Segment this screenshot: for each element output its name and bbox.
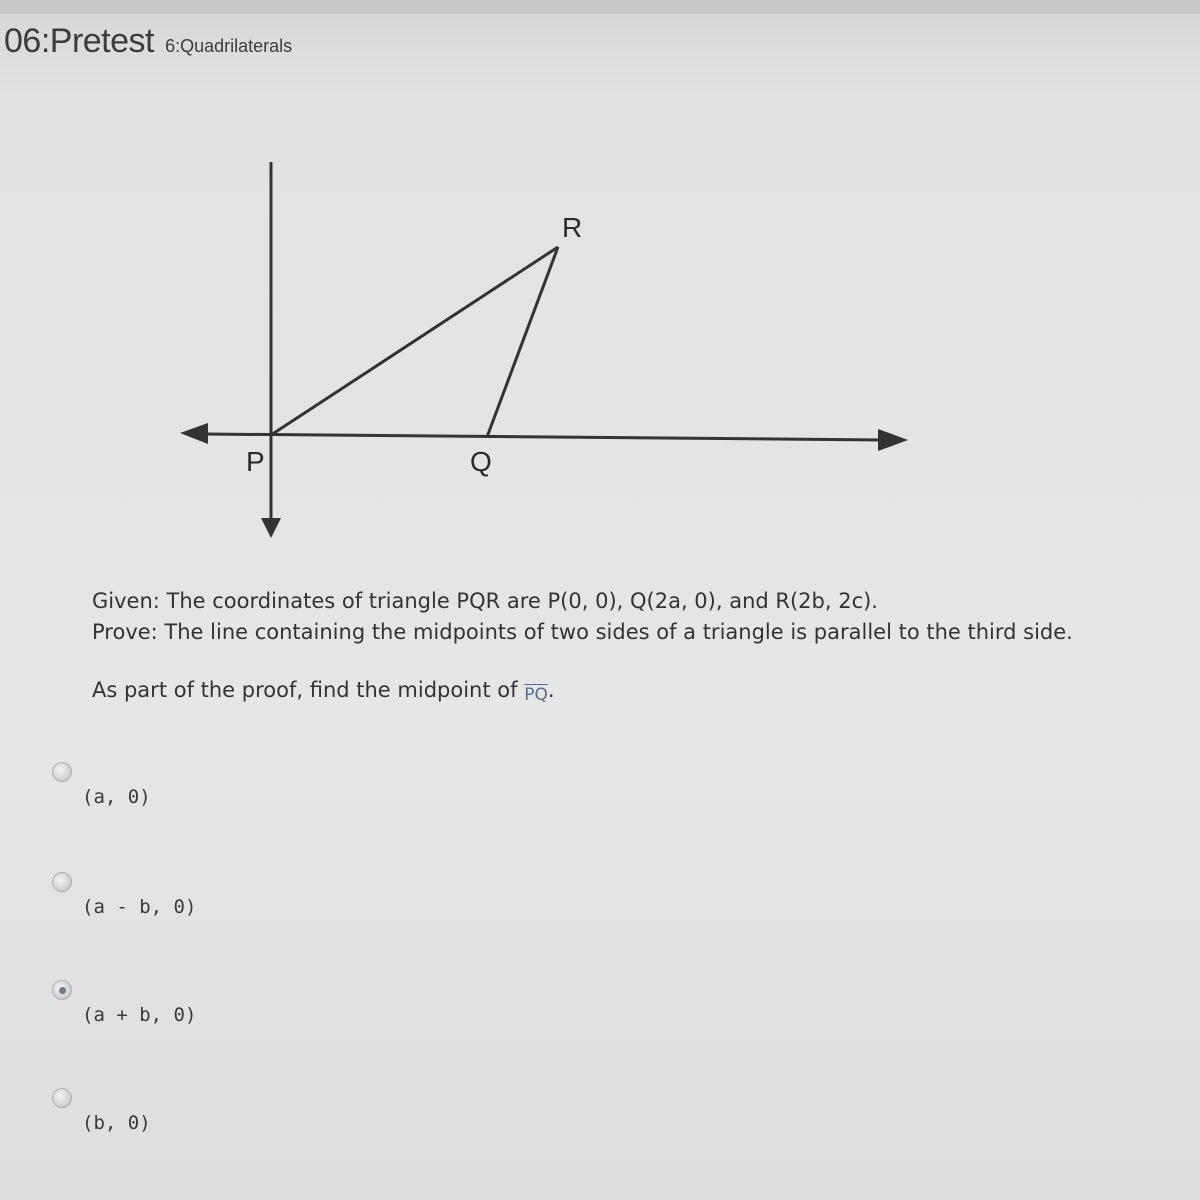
radio-button-3[interactable] [52, 980, 72, 1000]
choice-label-4: (b, 0) [82, 1112, 151, 1134]
given-statement: Given: The coordinates of triangle PQR are P(0, 0), Q(2a, 0), and R(2b, 2c). [92, 589, 878, 613]
prove-statement: Prove: The line containing the midpoints of two sides of a triangle is parallel to the third side. [92, 620, 1073, 644]
side-qr [487, 247, 558, 437]
answer-choice-1[interactable] [52, 762, 352, 832]
radio-button-2[interactable] [52, 872, 72, 892]
prompt-text: As part of the proof, find the midpoint of [92, 678, 518, 702]
radio-button-4[interactable] [52, 1088, 72, 1108]
prompt-end: . [547, 678, 555, 702]
label-p: P [246, 446, 265, 477]
label-q: Q [470, 446, 492, 477]
x-axis [205, 434, 885, 440]
y-axis-arrow-down [261, 518, 281, 538]
question-prompt [92, 675, 1152, 711]
page-subtitle: 6:Quadrilaterals [165, 36, 293, 56]
question-block [92, 586, 1152, 711]
answer-choice-3[interactable] [52, 980, 352, 1050]
top-strip [0, 0, 1200, 14]
segment-pq: $\overline{PQ}$ [524, 685, 548, 705]
choice-label-3: (a + b, 0) [82, 1004, 197, 1026]
x-axis-arrow-left [180, 423, 208, 444]
choice-label-1: (a, 0) [82, 786, 151, 808]
answer-choice-4[interactable] [52, 1088, 352, 1158]
triangle-figure [150, 140, 930, 560]
choice-label-2: (a - b, 0) [82, 896, 197, 918]
side-pr [271, 247, 558, 435]
label-r: R [562, 212, 583, 243]
page-header [4, 22, 292, 61]
x-axis-arrow-right [878, 429, 908, 451]
page-title: 06:Pretest [4, 22, 154, 60]
radio-button-1[interactable] [52, 762, 72, 782]
coordinate-diagram [150, 140, 930, 560]
answer-choice-2[interactable] [52, 872, 352, 942]
